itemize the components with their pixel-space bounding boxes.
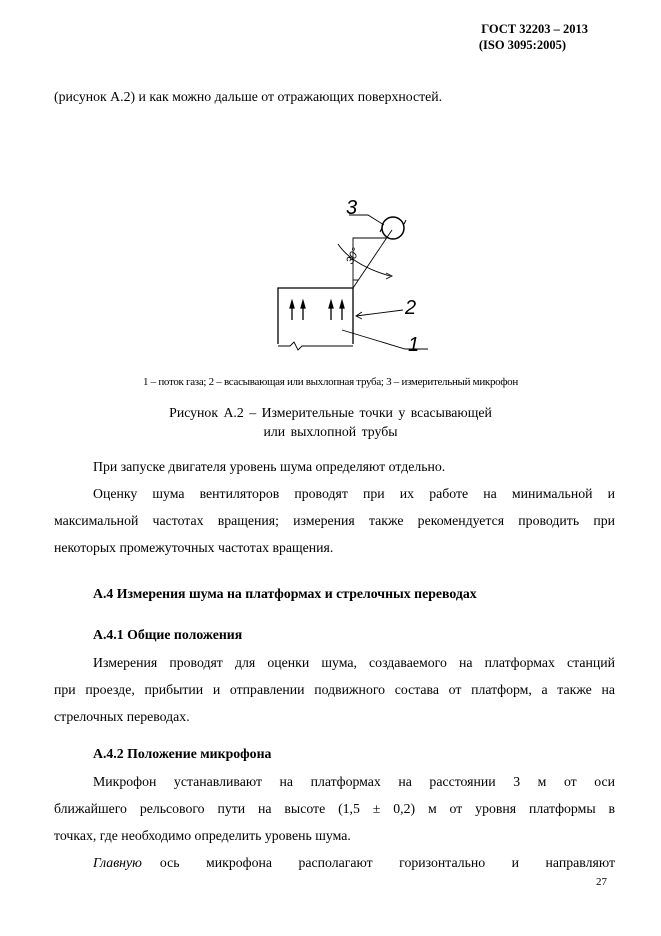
section-a42-line1: Микрофон устанавливают на платформах на расстоянии 3 м от оси xyxy=(93,774,615,789)
standard-iso-code: (ISO 3095:2005) xyxy=(478,38,566,52)
paragraph-fans-line1: Оценку шума вентиляторов проводят при их работе на минимальной и xyxy=(93,486,615,501)
section-a42-line3: точках, где необходимо определить уровень шума. xyxy=(54,828,351,843)
pipe-break-line xyxy=(278,342,353,350)
paragraph-engine-start: При запуске двигателя уровень шума определяют отдельно. xyxy=(93,459,446,474)
intro-text: (рисунок А.2) и как можно дальше от отражающих поверхностей. xyxy=(54,89,443,104)
label-2: 2 xyxy=(405,297,417,319)
section-a41-line2: при проезде, прибытии и отправлении подвижного состава от платформ, а также на xyxy=(54,682,615,697)
paragraph-fans-line2: максимальной частотах вращения; измерения также рекомендуется проводить при xyxy=(54,513,615,528)
figure-title: Рисунок А.2 – Измерительные точки у всасывающей xyxy=(169,405,492,420)
section-a4-heading: А.4 Измерения шума на платформах и стрелочных переводах xyxy=(93,586,477,601)
leader-line-2 xyxy=(356,310,403,316)
section-a42-line4 xyxy=(93,855,615,871)
label-1: 1 xyxy=(408,334,420,356)
angle-label: 30° xyxy=(344,246,363,267)
section-a42-line2: ближайшего рельсового пути на высоте (1,5 ± 0,2) м от уровня платформы в xyxy=(54,801,615,816)
label-3: 3 xyxy=(346,197,358,219)
section-a41-line1: Измерения проводят для оценки шума, создаваемого на платформах станций xyxy=(93,655,615,670)
section-a41-heading: А.4.1 Общие положения xyxy=(93,627,243,642)
microphone-icon xyxy=(382,217,404,239)
section-a41-line3: стрелочных переводах. xyxy=(54,709,190,724)
emphasis-main: Главную xyxy=(93,855,142,870)
standard-code: ГОСТ 32203 – 2013 xyxy=(481,22,588,36)
paragraph-fans-line3: некоторых промежуточных частотах вращения. xyxy=(54,540,334,555)
figure-diagram xyxy=(0,180,661,360)
page-number: 27 xyxy=(596,876,607,888)
section-a42-line4-rest: ось микрофона располагают горизонтально и направляют xyxy=(159,855,615,870)
figure-title-line2: или выхлопной трубы xyxy=(263,424,398,439)
figure-legend: 1 – поток газа; 2 – всасывающая или выхлопная труба; 3 – измерительный микрофон xyxy=(143,376,518,388)
section-a42-heading: А.4.2 Положение микрофона xyxy=(93,746,272,761)
